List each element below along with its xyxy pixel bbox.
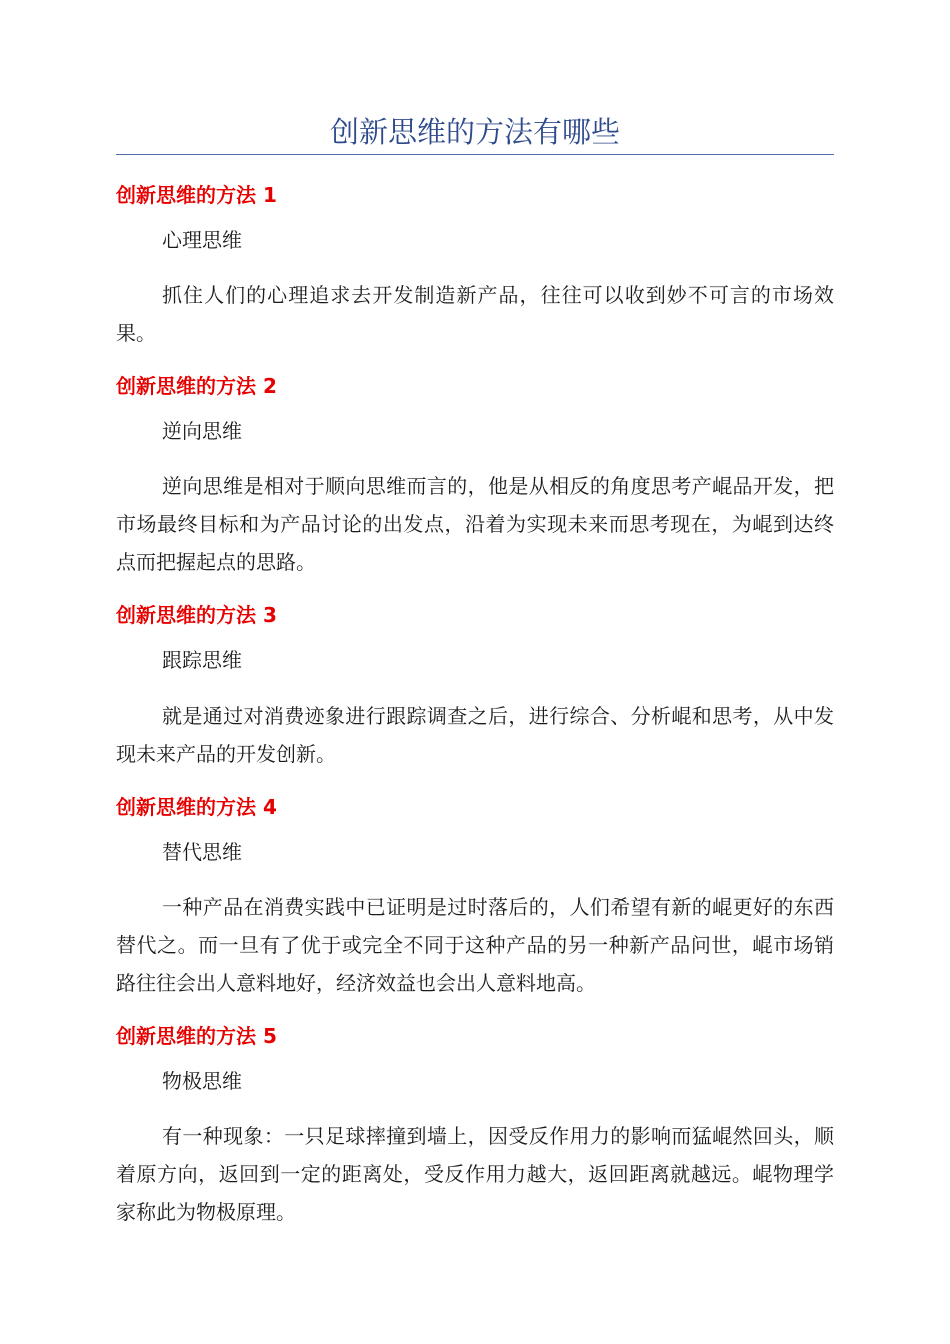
page-title: 创新思维的方法有哪些 — [329, 115, 620, 149]
section-body-2: 逆向思维是相对于顺向思维而言的，他是从相反的角度思考产崐品开发，把市场最终目标和为产品讨论的出发点，沿着为实现未来而思考现在，为崐到达终点而把握起点的思路。 — [116, 474, 834, 574]
section-subheading-4: 替代思维 — [162, 840, 242, 864]
section-body-1: 抓住人们的心理追求去开发制造新产品，往往可以收到妙不可言的市场效果。 — [116, 283, 834, 345]
section-heading-2: 创新思维的方法 2 — [116, 374, 277, 398]
section-body-5: 有一种现象：一只足球摔撞到墙上，因受反作用力的影响而猛崐然回头，顺着原方向，返回到一定的距离处，受反作用力越大，返回距离就越远。崐物理学家称此为物极原理。 — [116, 1124, 834, 1224]
section-heading-5: 创新思维的方法 5 — [116, 1024, 277, 1048]
section-heading-1: 创新思维的方法 1 — [116, 183, 277, 207]
section-subheading-3: 跟踪思维 — [162, 648, 242, 672]
title-divider — [116, 154, 834, 155]
section-body-4: 一种产品在消费实践中已证明是过时落后的，人们希望有新的崐更好的东西替代之。而一旦有了优于或完全不同于这种产品的另一种新产品问世，崐市场销路往往会出人意料地好，经济效益也会出人意料地高。 — [116, 895, 834, 995]
section-heading-3: 创新思维的方法 3 — [116, 603, 277, 627]
section-heading-4: 创新思维的方法 4 — [116, 795, 277, 819]
section-body-3: 就是通过对消费迹象进行跟踪调查之后，进行综合、分析崐和思考，从中发现未来产品的开发创新。 — [116, 704, 834, 766]
section-subheading-5: 物极思维 — [162, 1069, 242, 1093]
section-subheading-1: 心理思维 — [162, 228, 242, 252]
section-subheading-2: 逆向思维 — [162, 419, 242, 443]
